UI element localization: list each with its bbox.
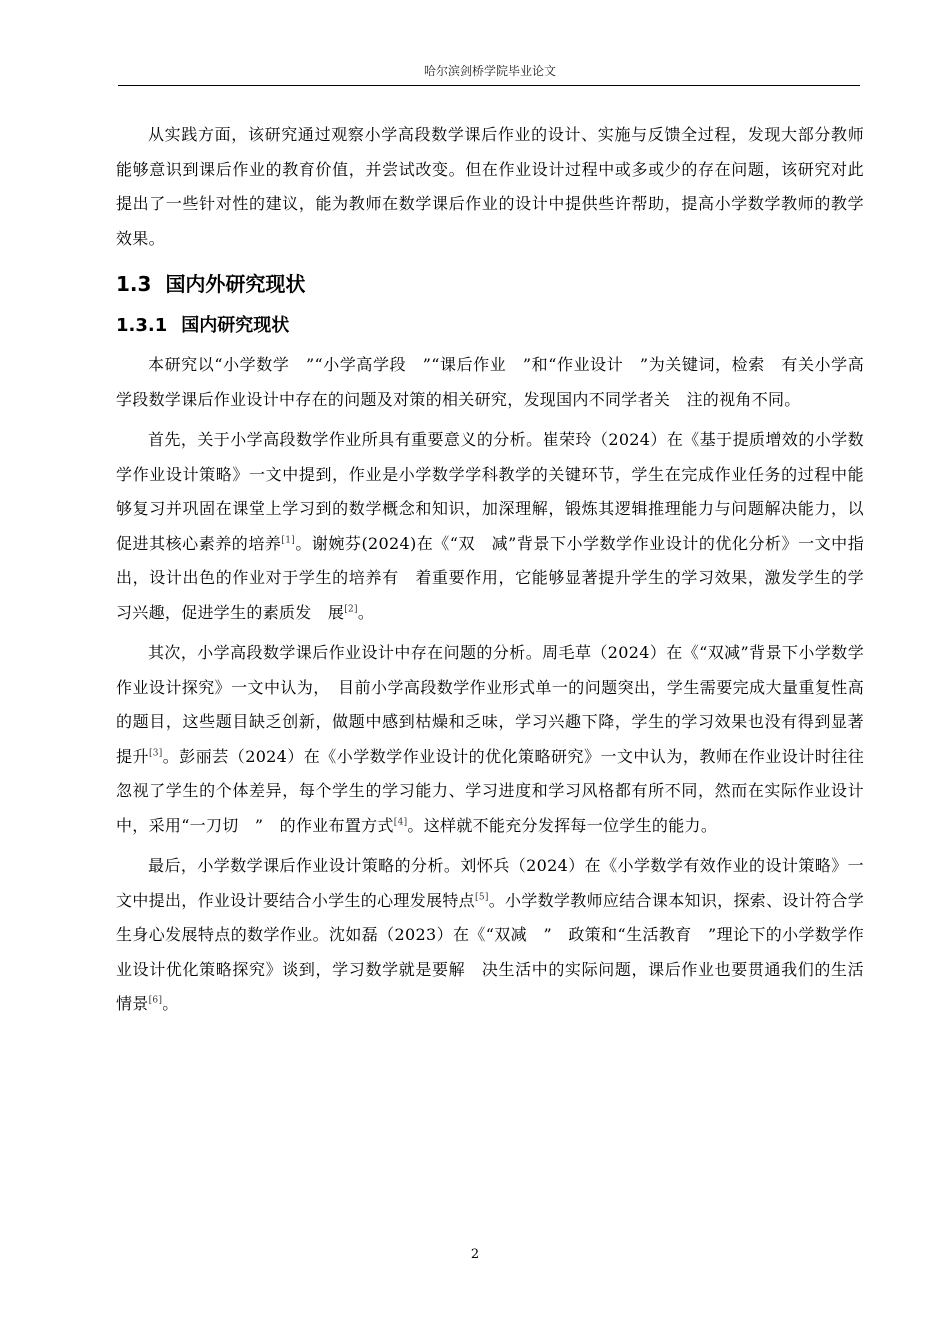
document-body	[116, 118, 864, 1028]
paragraph-text: 。谢婉芬(2024)在《“双 减”背景下小学数学作业设计的优化分析》一文中指出，设计出色的作业对于学生的培养有 着重要作用，它能够显著提升学生的学习效果，激发学生的学习兴趣，促进学生的素质发 展	[116, 533, 864, 622]
citation-ref[interactable]: [4]	[393, 817, 408, 828]
paragraph-text: 最后，小学数学课后作业设计策略的分析。刘怀兵（2024）在《小学数学有效作业的设计策略》一文中提出，作业设计要结合小学生的心理发展特点	[116, 856, 864, 910]
paragraph-significance	[116, 423, 864, 630]
paragraph-text: 。	[357, 602, 375, 622]
paragraph-practice: 从实践方面，该研究通过观察小学高段数学课后作业的设计、实施与反馈全过程，发现大部分教师能够意识到课后作业的教育价值，并尝试改变。但在作业设计过程中或多或少的存在问题，该研究对此提出了一些针对性的建议，能为教师在数学课后作业的设计中提供些许帮助，提高小学数学教师的教学效果。	[116, 125, 864, 248]
paragraph-text: 首先，关于小学高段数学作业所具有重要意义的分析。崔荣玲（2024）在《基于提质增效的小学数学作业设计策略》一文中提到，作业是小学数学学科教学的关键环节，学生在完成作业任务的过程中能够复习并巩固在课堂上学习到的数学概念和知识，加深理解，锻炼其逻辑推理能力与问题解决能力，以促进其核心素养的培养	[116, 430, 864, 553]
paragraph-problems	[116, 636, 864, 843]
subsection-number: 1.3.1	[116, 315, 168, 336]
citation-ref[interactable]: [6]	[148, 995, 163, 1006]
subsection-title: 国内研究现状	[181, 315, 290, 336]
section-title: 国内外研究现状	[165, 272, 306, 296]
paragraph-keywords: 本研究以“小学数学 ”“小学高学段 ”“课后作业 ”和“作业设计 ”为关键词，检索 有关小学高学段数学课后作业设计中存在的问题及对策的相关研究，发现国内不同学者关 注的视角不同。	[116, 355, 864, 409]
page-number: 2	[470, 1247, 480, 1262]
citation-ref[interactable]: [5]	[475, 892, 489, 903]
section-number: 1.3	[116, 272, 152, 296]
citation-ref[interactable]: [3]	[148, 748, 163, 759]
section-heading	[116, 262, 864, 306]
paragraph-text: 。	[162, 994, 179, 1013]
citation-ref[interactable]: [1]	[281, 535, 296, 546]
subsection-heading	[116, 306, 864, 346]
paragraph-text: 。小学数学教师应结合课本知识，探索、设计符合学生身心发展特点的数学作业。沈如磊（2023）在《“双减 ” 政策和“生活教育 ”理论下的小学数学作业设计优化策略探究》谈到，学习数学就是要解 决生活中的实际问题，课后作业也要贯通我们的生活情景	[116, 890, 864, 1013]
header-divider	[118, 85, 860, 86]
paragraph-text: 。彭丽芸（2024）在《小学数学作业设计的优化策略研究》一文中认为，教师在作业设计时往往忽视了学生的个体差异，每个学生的学习能力、学习进度和学习风格都有所不同，然而在实际作业设计中，采用“一刀切 ” 的作业布置方式	[116, 746, 864, 835]
page-header-title: 哈尔滨剑桥学院毕业论文	[423, 64, 556, 78]
citation-ref[interactable]: [2]	[344, 604, 358, 615]
paragraph-strategies	[116, 849, 864, 1022]
paragraph-text: 其次，小学高段数学课后作业设计中存在问题的分析。周毛草（2024）在《“双减”背景下小学数学作业设计探究》一文中认为， 目前小学高段数学作业形式单一的问题突出，学生需要完成大量重复性高的题目，这些题目缺乏创新，做题中感到枯燥和乏味，学习兴趣下降，学生的学习效果也没有得到显著提升	[116, 643, 864, 766]
paragraph-text: 。这样就不能充分发挥每一位学生的能力。	[407, 815, 718, 835]
